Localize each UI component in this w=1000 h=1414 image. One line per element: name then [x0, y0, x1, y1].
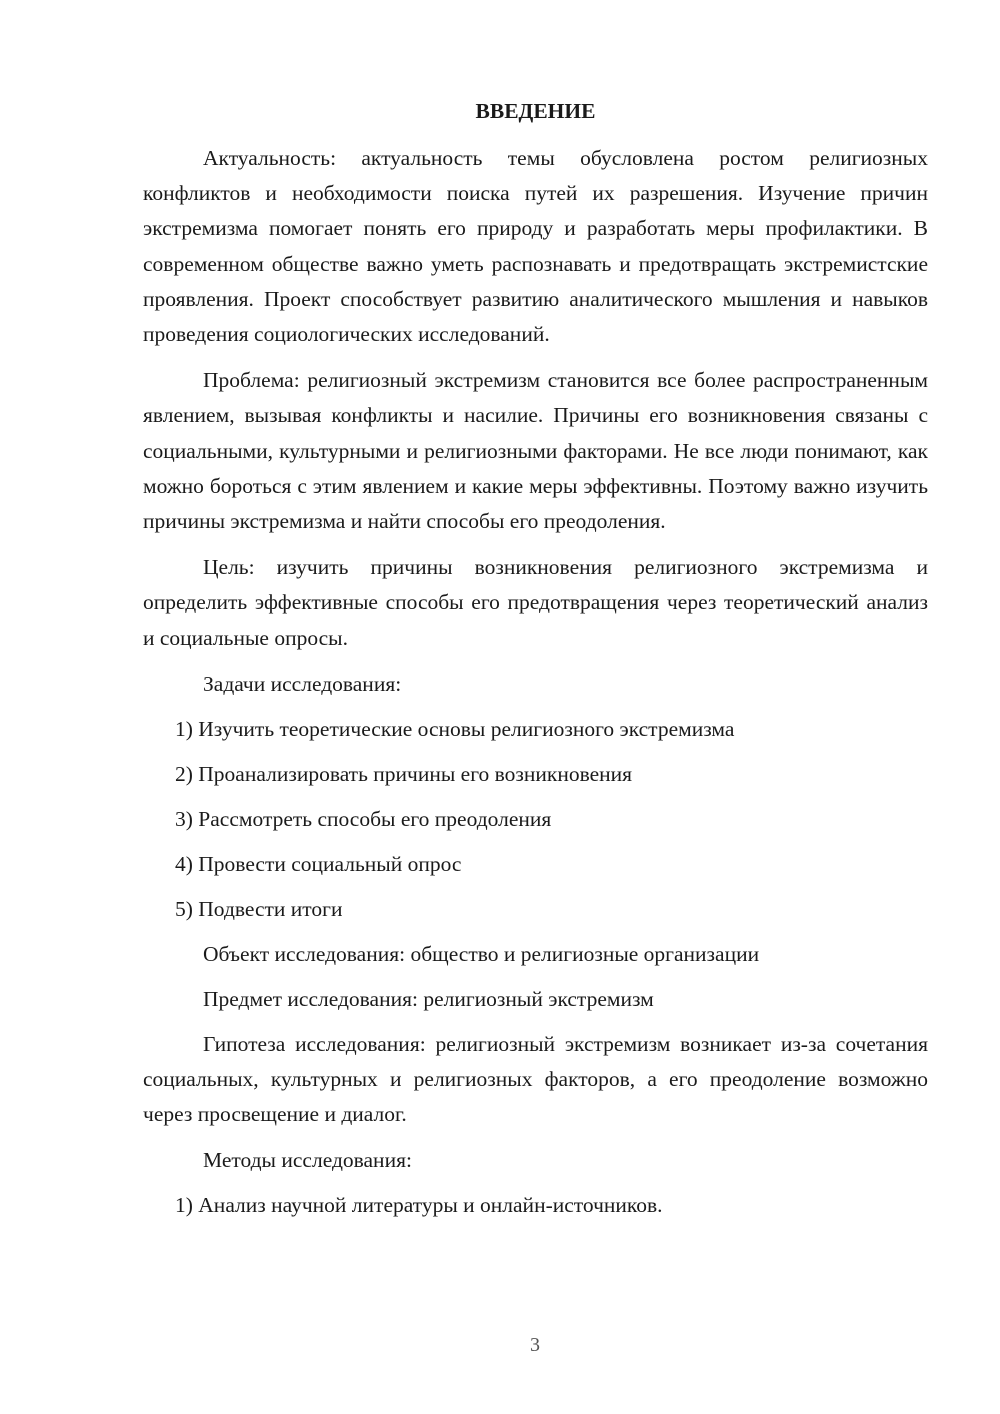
problem-paragraph: Проблема: религиозный экстремизм становится все более распространенным явлением, вызывая конфликты и насилие. Причины его возникновения связаны с социальными, культурными и религиозными факторами. Не все люди понимают, как можно бороться с этим явлением и какие меры эффективны. Поэтому важно изучить причины экстремизма и найти способы его преодоления. — [143, 368, 928, 534]
methods-heading: Методы исследования: — [203, 1148, 412, 1173]
list-item: 3) Рассмотреть способы его преодоления — [175, 806, 552, 831]
section-title: ВВЕДЕНИЕ — [475, 99, 596, 123]
list-item: 5) Подвести итоги — [175, 896, 343, 921]
relevance-paragraph: Актуальность: актуальность темы обусловлена ростом религиозных конфликтов и необходимости поиска путей их разрешения. Изучение причин экстремизма помогает понять его природу и разработать меры профилактики. В современном обществе важно уметь распознавать и предотвращать экстремистские проявления. Проект способствует развитию аналитического мышления и навыков проведения социологических исследований. — [143, 146, 928, 347]
hypothesis-paragraph: Гипотеза исследования: религиозный экстремизм возникает из-за сочетания социальных, культурных и религиозных факторов, а его преодоление возможно через просвещение и диалог. — [143, 1031, 928, 1127]
goal-paragraph: Цель: изучить причины возникновения религиозного экстремизма и определить эффективные способы его предотвращения через теоретический анализ и социальные опросы. — [143, 555, 928, 650]
list-item: 1) Изучить теоретические основы религиозного экстремизма — [175, 716, 735, 741]
list-item: 2) Проанализировать причины его возникновения — [175, 761, 633, 786]
page-content — [143, 94, 928, 1233]
methods-list — [143, 1188, 928, 1223]
list-item: 1) Анализ научной литературы и онлайн-источников. — [175, 1193, 663, 1218]
tasks-list — [143, 712, 928, 927]
subject-line: Предмет исследования: религиозный экстремизм — [203, 986, 654, 1011]
page-number: 3 — [530, 1334, 540, 1356]
tasks-heading: Задачи исследования: — [203, 671, 402, 696]
list-item: 4) Провести социальный опрос — [175, 851, 462, 876]
object-line: Объект исследования: общество и религиозные организации — [203, 941, 760, 966]
